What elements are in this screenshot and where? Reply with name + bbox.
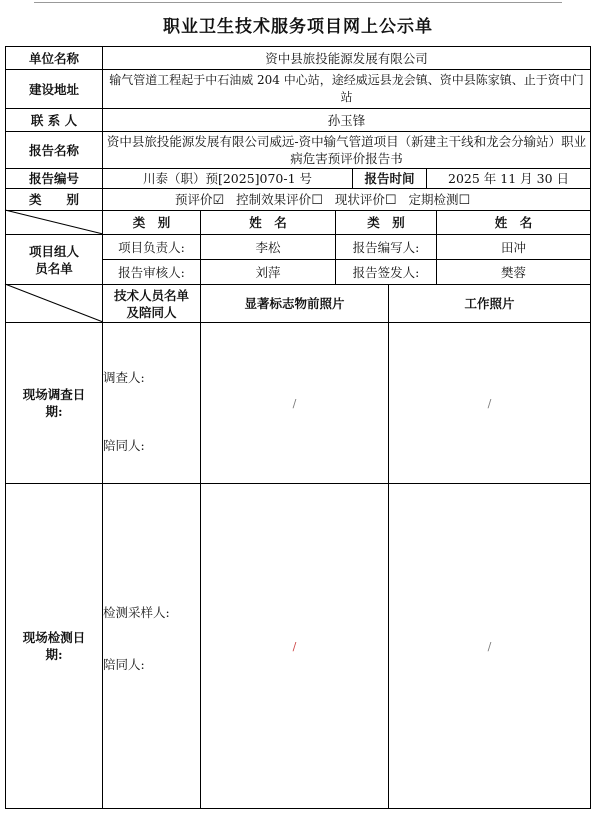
team-name-1: 李松 bbox=[200, 234, 336, 260]
empty-mark: / bbox=[292, 396, 297, 410]
detect-companion-label: 陪同人: bbox=[103, 655, 199, 673]
unit-label: 单位名称 bbox=[5, 46, 103, 70]
empty-mark: / bbox=[487, 639, 492, 653]
sampler-label: 检测采样人: bbox=[103, 603, 199, 621]
team-label: 项目组人员名单 bbox=[5, 234, 103, 285]
report-time-value: 2025 年 11 月 30 日 bbox=[426, 168, 591, 189]
diagonal-line bbox=[5, 284, 103, 322]
option-control-eval[interactable]: 控制效果评价☐ bbox=[236, 191, 323, 208]
team-header-category-2: 类 别 bbox=[335, 210, 437, 235]
contact-value: 孙玉锋 bbox=[102, 108, 591, 132]
survey-work-photo bbox=[388, 322, 591, 484]
survey-date-label: 现场调查日期: bbox=[5, 322, 103, 484]
report-no-value: 川泰（职）预[2025]070-1 号 bbox=[102, 168, 353, 189]
team-name-2: 田冲 bbox=[436, 234, 591, 260]
unchecked-box-icon: ☐ bbox=[311, 192, 323, 208]
survey-companion-label: 陪同人: bbox=[103, 436, 199, 454]
report-no-label: 报告编号 bbox=[5, 168, 103, 189]
page-title: 职业卫生技术服务项目网上公示单 bbox=[163, 17, 433, 37]
team-role-1: 项目负责人: bbox=[102, 234, 201, 260]
surveyor-label: 调查人: bbox=[103, 368, 199, 386]
option-status-eval[interactable]: 现状评价☐ bbox=[334, 191, 397, 208]
report-name-label: 报告名称 bbox=[5, 131, 103, 169]
unchecked-box-icon: ☐ bbox=[384, 192, 397, 208]
detect-work-photo bbox=[388, 483, 591, 809]
checked-box-icon: ☑ bbox=[212, 192, 225, 208]
address-label: 建设地址 bbox=[5, 69, 103, 109]
top-rule bbox=[34, 2, 562, 3]
report-time-label: 报告时间 bbox=[352, 168, 427, 189]
unit-value: 资中县旅投能源发展有限公司 bbox=[102, 46, 591, 70]
option-periodic-detect[interactable]: 定期检测☐ bbox=[408, 191, 471, 208]
category-label: 类 别 bbox=[5, 188, 103, 211]
work-photo-header: 工作照片 bbox=[388, 284, 591, 323]
team-role-3: 报告审核人: bbox=[102, 259, 201, 285]
landmark-photo-header: 显著标志物前照片 bbox=[200, 284, 389, 323]
team-name-4: 樊蓉 bbox=[436, 259, 591, 285]
team-header-name-2: 姓 名 bbox=[436, 210, 591, 235]
detect-staff-cell bbox=[102, 483, 201, 809]
empty-mark: / bbox=[292, 639, 297, 653]
empty-mark: / bbox=[487, 396, 492, 410]
category-options bbox=[102, 188, 591, 211]
team-role-4: 报告签发人: bbox=[335, 259, 437, 285]
team-name-3: 刘萍 bbox=[200, 259, 336, 285]
survey-landmark-photo bbox=[200, 322, 389, 484]
option-pre-eval[interactable]: 预评价☑ bbox=[175, 191, 225, 208]
survey-staff-cell bbox=[102, 322, 201, 484]
team-header-name-1: 姓 名 bbox=[200, 210, 336, 235]
detect-date-label: 现场检测日期: bbox=[5, 483, 103, 809]
detect-landmark-photo bbox=[200, 483, 389, 809]
report-name-value: 资中县旅投能源发展有限公司威远-资中输气管道项目（新建主干线和龙会分输站）职业病危害预评价报告书 bbox=[102, 131, 591, 169]
diagonal-line bbox=[5, 210, 103, 234]
staff-list-header: 技术人员名单及陪同人 bbox=[102, 284, 201, 323]
team-header-category-1: 类 别 bbox=[102, 210, 201, 235]
unchecked-box-icon: ☐ bbox=[458, 192, 471, 208]
address-value: 输气管道工程起于中石油威 204 中心站，途经威远县龙会镇、资中县陈家镇、止于资中门站 bbox=[102, 69, 591, 109]
contact-label: 联 系 人 bbox=[5, 108, 103, 132]
team-role-2: 报告编写人: bbox=[335, 234, 437, 260]
